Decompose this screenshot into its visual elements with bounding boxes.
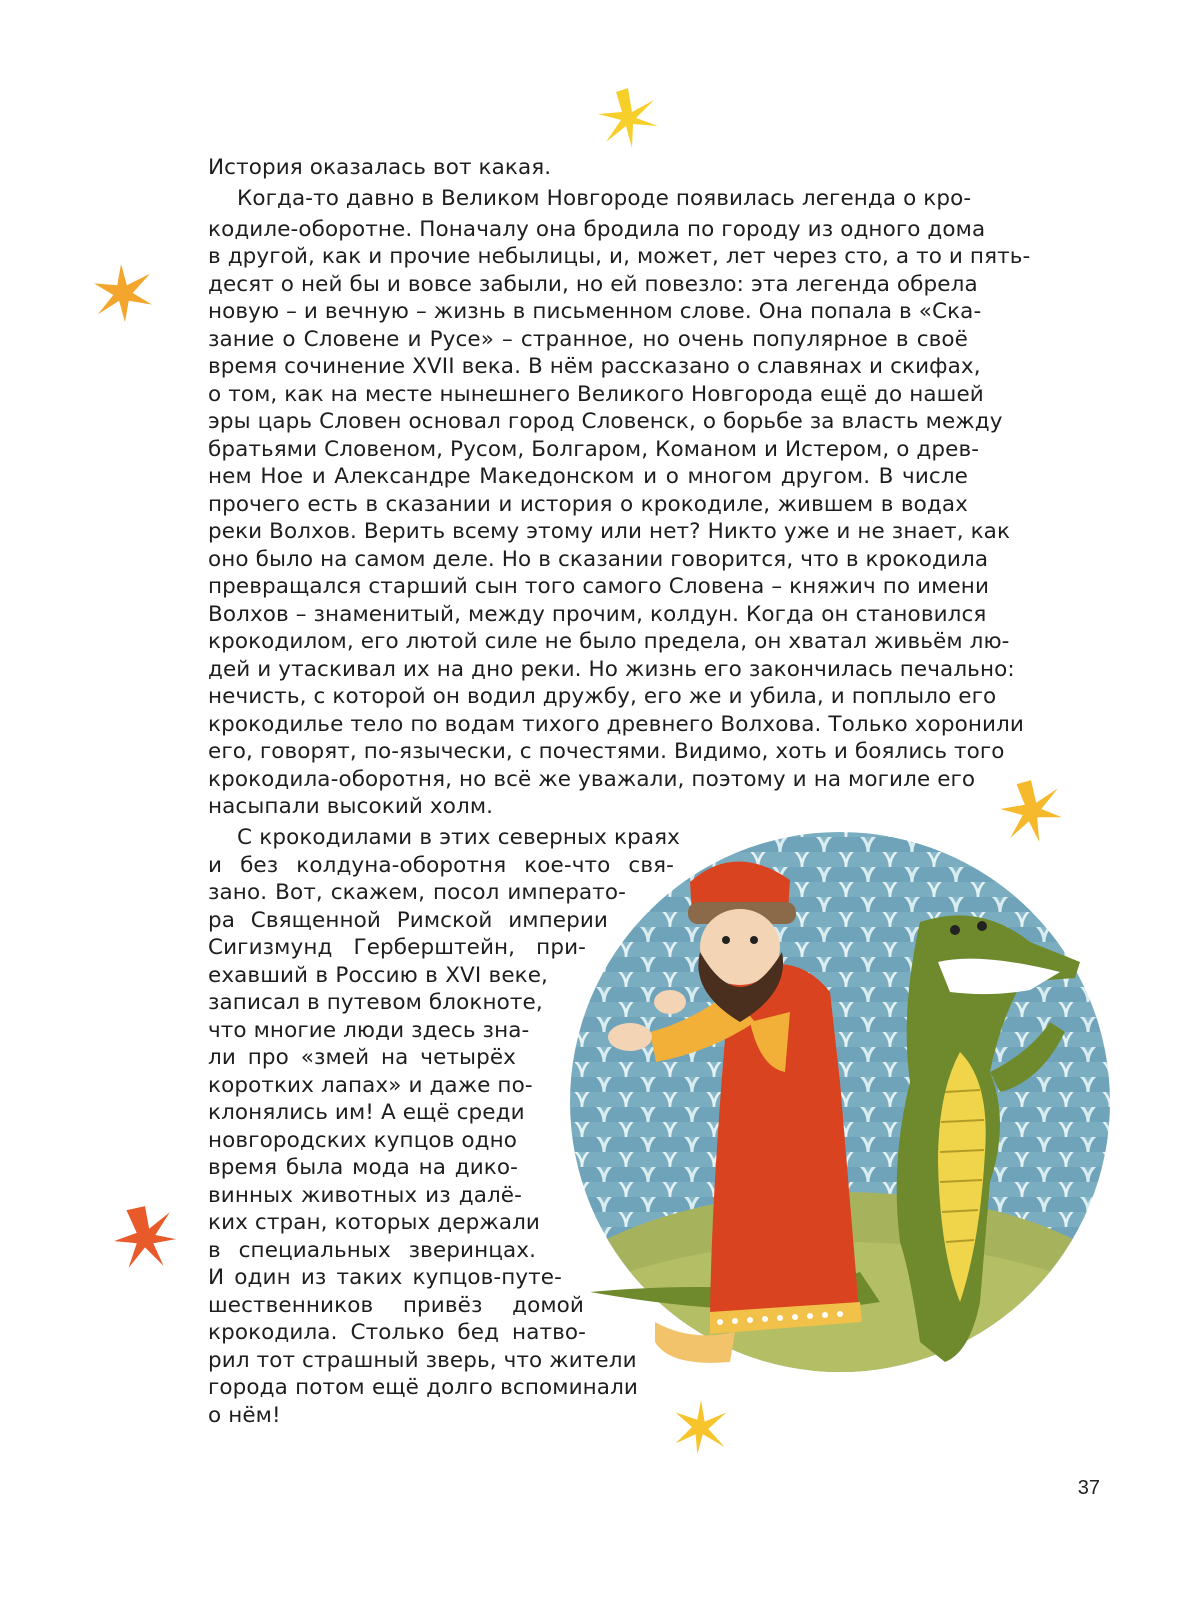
text-line: в специальных зверинцах. [208, 1238, 536, 1263]
text-line: время была мода на дико- [208, 1155, 518, 1180]
text-line: зание о Словене и Русе» – странное, но очень популярное в своё [208, 327, 968, 352]
text-line: рил тот страшный зверь, что жители [208, 1348, 637, 1373]
text-line: эры царь Словен основал город Словенск, о борьбе за власть между [208, 409, 1003, 434]
text-line: ра Священной Римской империи [208, 908, 608, 933]
text-line: нем Ное и Александре Македонском и о многом другом. В числе [208, 464, 968, 489]
text-line: И один из таких купцов-путе- [208, 1265, 562, 1290]
text-line: насыпали высокий холм. [208, 794, 494, 819]
star-top-icon [596, 86, 660, 150]
text-line: клонялись им! А ещё среди [208, 1100, 525, 1125]
text-line: города потом ещё долго вспоминали [208, 1375, 638, 1400]
text-line: Когда-то давно в Великом Новгороде появилась легенда о кро- [237, 186, 972, 211]
text-line: время сочинение XVII века. В нём рассказано о славянах и скифах, [208, 354, 981, 379]
merchant-crocodile-illustration [560, 822, 1120, 1382]
star-red-icon [112, 1204, 178, 1270]
text-line: ких стран, которых держали [208, 1210, 541, 1235]
text-line: братьями Словеном, Русом, Болгаром, Команом и Истером, о древ- [208, 437, 980, 462]
text-line: крокодилом, его лютой силе не было предела, он хватал живьём лю- [208, 629, 1010, 654]
text-line: винных животных из далё- [208, 1183, 522, 1208]
text-line: новую – и вечную – жизнь в письменном слове. Она попала в «Ска- [208, 299, 982, 324]
text-line: реки Волхов. Верить всему этому или нет? Никто уже и не знает, как [208, 519, 1011, 544]
text-line: коротких лапах» и даже по- [208, 1073, 533, 1098]
text-line: ехавший в Россию в XVI веке, [208, 963, 548, 988]
text-line: крокодилье тело по водам тихого древнего Волхова. Только хоронили [208, 712, 1024, 737]
text-line: прочего есть в сказании и история о крокодиле, жившем в водах [208, 492, 968, 517]
text-line: в другой, как и прочие небылицы, и, может, лет через сто, а то и пять- [208, 244, 1031, 269]
text-line: что многие люди здесь зна- [208, 1018, 530, 1043]
text-line: кодиле-оборотне. Поначалу она бродила по городу из одного дома [208, 217, 986, 242]
text-line: ли про «змей на четырёх [208, 1045, 516, 1070]
text-line: записал в путевом блокноте, [208, 990, 543, 1015]
text-line: оно было на самом деле. Но в сказании говорится, что в крокодила [208, 547, 989, 572]
text-line: дей и утаскивал их на дно реки. Но жизнь его закончилась печально: [208, 657, 1015, 682]
text-line: десят о ней бы и вовсе забыли, но ей повезло: эта легенда обрела [208, 272, 978, 297]
text-line: крокодила. Столько бед натво- [208, 1320, 586, 1345]
text-line: С крокодилами в этих северных краях [237, 825, 680, 850]
text-line: и без колдуна-оборотня кое-что свя- [208, 853, 674, 878]
star-bottom-icon [672, 1398, 730, 1456]
text-line: зано. Вот, скажем, посол императо- [208, 880, 626, 905]
text-line: Волхов – знаменитый, между прочим, колдун. Когда он становился [208, 602, 987, 627]
text-line: История оказалась вот какая. [208, 155, 552, 180]
page-number: 37 [1077, 1477, 1100, 1499]
text-line: новгородских купцов одно [208, 1128, 518, 1153]
star-left-icon [92, 262, 154, 324]
text-line: крокодила-оборотня, но всё же уважали, поэтому и на могиле его [208, 767, 976, 792]
text-line: о нём! [208, 1403, 281, 1428]
text-line: шественников привёз домой [208, 1293, 584, 1318]
text-line: о том, как на месте нынешнего Великого Новгорода ещё до нашей [208, 382, 984, 407]
text-line: Сигизмунд Герберштейн, при- [208, 935, 586, 960]
text-line: его, говорят, по-язычески, с почестями. Видимо, хоть и боялись того [208, 739, 1005, 764]
text-line: превращался старший сын того самого Словена – княжич по имени [208, 574, 990, 599]
text-line: нечисть, с которой он водил дружбу, его же и убила, и поплыло его [208, 684, 997, 709]
